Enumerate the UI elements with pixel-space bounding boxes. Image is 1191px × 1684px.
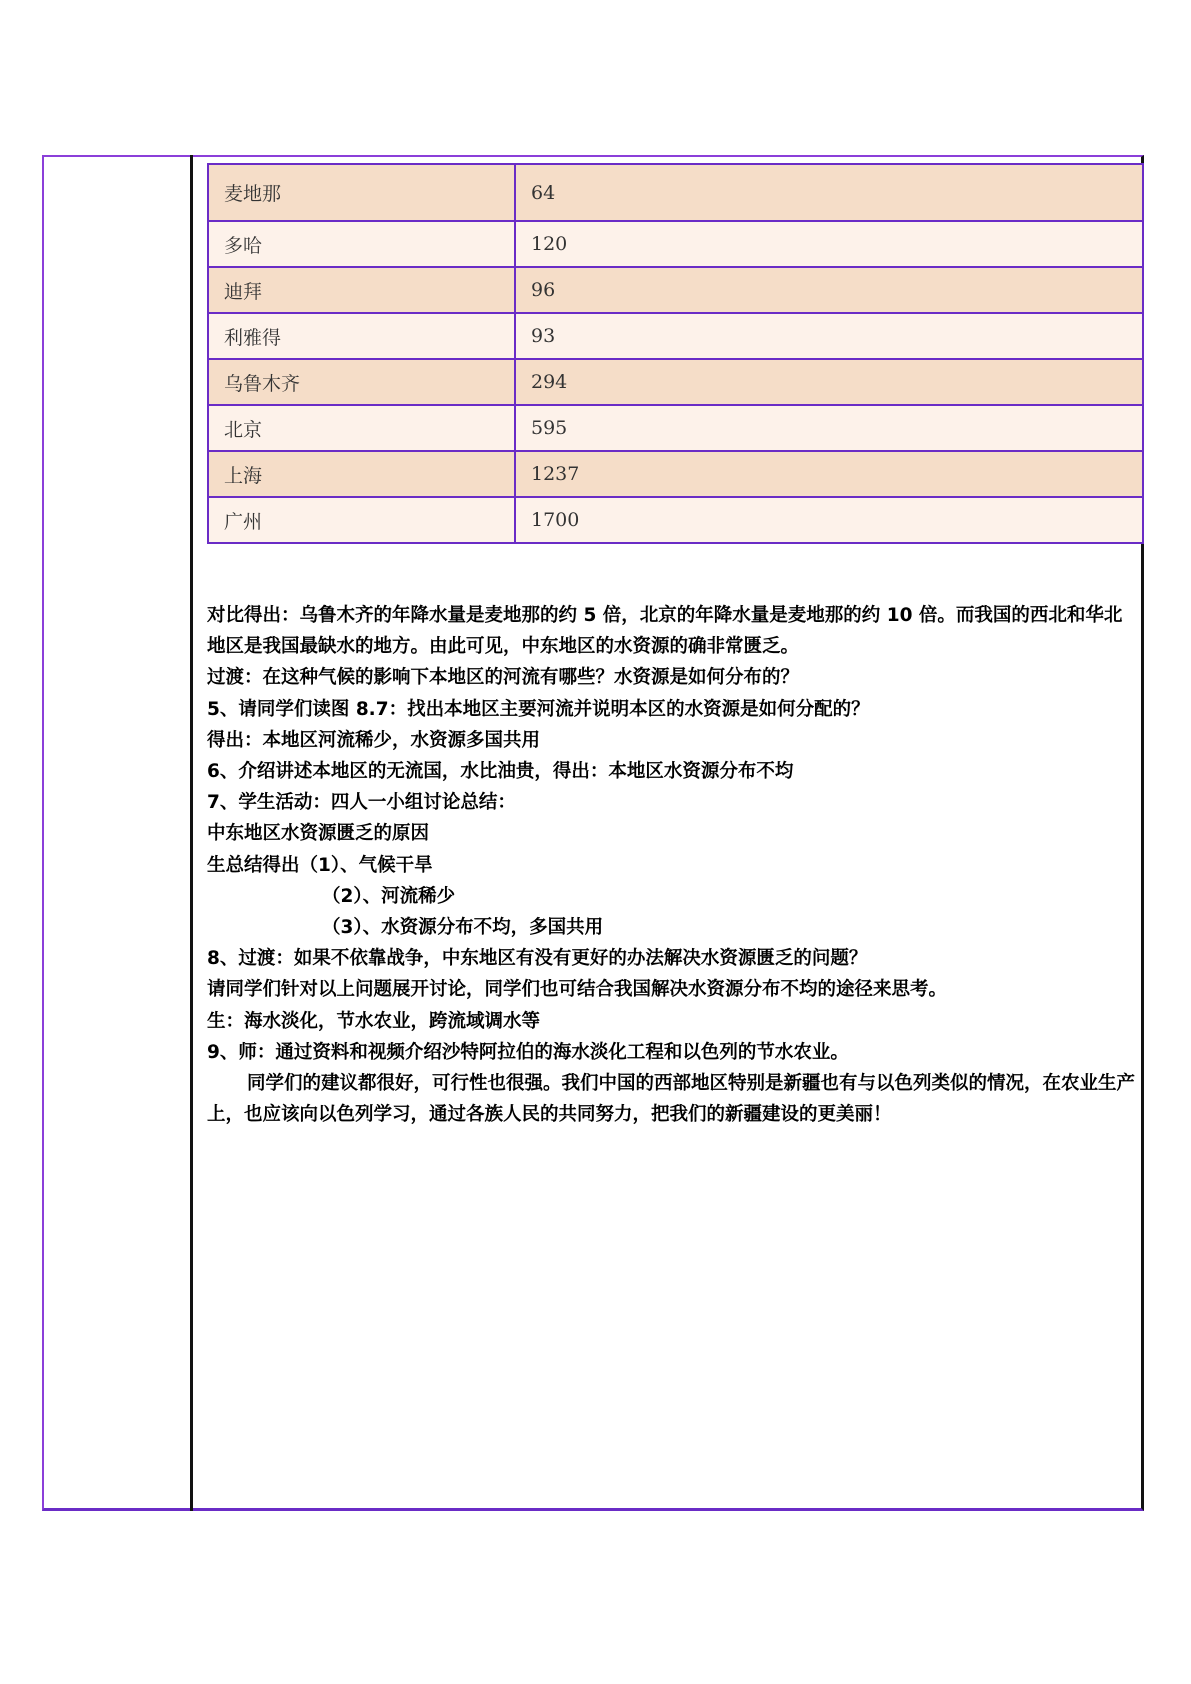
- table-row: [208, 497, 1143, 543]
- city-cell: 利雅得: [208, 313, 515, 359]
- city-cell: 多哈: [208, 221, 515, 267]
- value-cell: 93: [515, 313, 1143, 359]
- value-cell: 96: [515, 267, 1143, 313]
- city-cell: 麦地那: [208, 164, 515, 221]
- lesson-content: [207, 600, 1137, 1130]
- column-divider: [190, 155, 193, 1511]
- value-cell: 595: [515, 405, 1143, 451]
- table-row: [208, 313, 1143, 359]
- step-5: 5、请同学们读图 8.7：找出本地区主要河流并说明本区的水资源是如何分配的？: [207, 698, 870, 720]
- step-7: 7、学生活动：四人一小组讨论总结：: [207, 792, 516, 814]
- table-row: [208, 405, 1143, 451]
- summary-item-1: 生总结得出（1）、气候干旱: [207, 854, 433, 876]
- step-8: 8、过渡：如果不依靠战争，中东地区有没有更好的办法解决水资源匮乏的问题？: [207, 948, 868, 970]
- city-cell: 乌鲁木齐: [208, 359, 515, 405]
- step-9: 9、师：通过资料和视频介绍沙特阿拉伯的海水淡化工程和以色列的节水农业。: [207, 1041, 849, 1063]
- value-cell: 294: [515, 359, 1143, 405]
- discussion-topic: 中东地区水资源匮乏的原因: [207, 823, 430, 845]
- student-answer: 生：海水淡化，节水农业，跨流域调水等: [207, 1010, 541, 1032]
- step-5-result: 得出：本地区河流稀少，水资源多国共用: [207, 729, 541, 751]
- discussion-prompt: 请同学们针对以上问题展开讨论，同学们也可结合我国解决水资源分布不均的途径来思考。: [207, 979, 948, 1001]
- comparison-paragraph: 对比得出：乌鲁木齐的年降水量是麦地那的约 5 倍，北京的年降水量是麦地那的约 10 倍。而我国的西北和华北地区是我国最缺水的地方。由此可见，中东地区的水资源的确非常匮乏。: [207, 605, 1123, 658]
- city-cell: 上海: [208, 451, 515, 497]
- city-cell: 北京: [208, 405, 515, 451]
- summary-item-2: （2）、河流稀少: [322, 885, 456, 907]
- table-row: [208, 164, 1143, 221]
- table-row: [208, 267, 1143, 313]
- city-cell: 迪拜: [208, 267, 515, 313]
- value-cell: 120: [515, 221, 1143, 267]
- table-row: [208, 451, 1143, 497]
- summary-item-3: （3）、水资源分布不均，多国共用: [322, 917, 604, 939]
- transition-question: 过渡：在这种气候的影响下本地区的河流有哪些？水资源是如何分布的？: [207, 667, 800, 689]
- precipitation-table: [207, 163, 1144, 544]
- value-cell: 1700: [515, 497, 1143, 543]
- table-row: [208, 221, 1143, 267]
- value-cell: 1237: [515, 451, 1143, 497]
- value-cell: 64: [515, 164, 1143, 221]
- closing-paragraph: 同学们的建议都很好，可行性也很强。我们中国的西部地区特别是新疆也有与以色列类似的情况，在农业生产上，也应该向以色列学习，通过各族人民的共同努力，把我们的新疆建设的更美丽！: [207, 1073, 1136, 1126]
- table-row: [208, 359, 1143, 405]
- step-6: 6、介绍讲述本地区的无流国，水比油贵，得出：本地区水资源分布不均: [207, 761, 794, 783]
- city-cell: 广州: [208, 497, 515, 543]
